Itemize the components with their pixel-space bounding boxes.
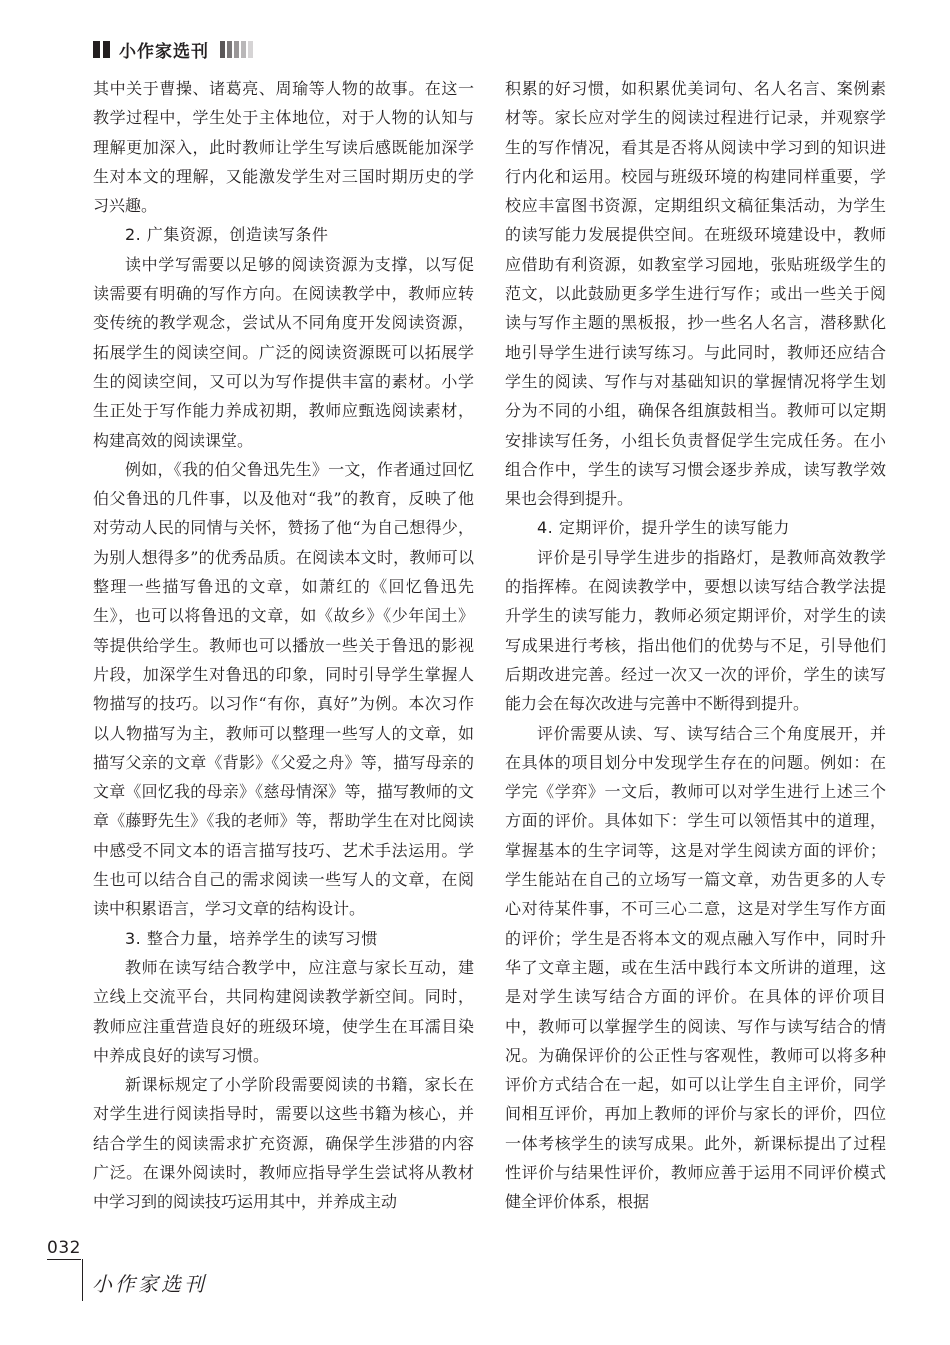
section-heading: 2. 广集资源，创造读写条件 [125,225,329,245]
footer-journal-logo: 小作家选刊 [92,1272,207,1296]
body-paragraph: 读中学写需要以足够的阅读资源为支撑，以写促读需要有明确的写作方向。在阅读教学中，教师应转变传统的教学观念，尝试从不同角度开发阅读资源，拓展学生的阅读空间。广泛的阅读资源既可以拓展学生的阅读空间，又可以为写作提供丰富的素材。小学生正处于写作能力养成初期，教师应甄选阅读素材，构建高效的阅读课堂。 [93,254,474,450]
left-column [93,74,474,1217]
page-number: 032 [47,1238,81,1258]
page-header [93,36,253,62]
header-bars-right [220,41,253,58]
section-heading: 4. 定期评价，提升学生的读写能力 [537,518,790,538]
section-heading: 3. 整合力量，培养学生的读写习惯 [125,928,378,948]
header-bars-left [93,41,110,58]
body-paragraph: 例如，《我的伯父鲁迅先生》一文，作者通过回忆伯父鲁迅的几件事，以及他对“我”的教育，反映了他对劳动人民的同情与关怀，赞扬了他“为自己想得少，为别人想得多”的优秀品质。在阅读本文时，教师可以整理一些描写鲁迅的文章，如萧红的《回忆鲁迅先生》，也可以将鲁迅的文章，如《故乡》《少年闰土》等提供给学生。教师也可以播放一些关于鲁迅的影视片段，加深学生对鲁迅的印象，同时引导学生掌握人物描写的技巧。以习作“有你，真好”为例。本次习作以人物描写为主，教师可以整理一些写人的文章，如描写父亲的文章《背影》《父爱之舟》等，描写母亲的文章《回忆我的母亲》《慈母情深》等，描写教师的文章《藤野先生》《我的老师》等，帮助学生在对比阅读中感受不同文本的语言描写技巧、艺术手法运用。学生也可以结合自己的需求阅读一些写人的文章，在阅读中积累语言，学习文章的结构设计。 [93,459,474,919]
body-paragraph: 评价是引导学生进步的指路灯，是教师高效教学的指挥棒。在阅读教学中，要想以读写结合教学法提升学生的读写能力，教师必须定期评价，对学生的读写成果进行考核，指出他们的优势与不足，引导他们后期改进完善。经过一次又一次的评价，学生的读写能力会在每次改进与完善中不断得到提升。 [505,547,886,714]
body-paragraph: 评价需要从读、写、读写结合三个角度展开，并在具体的项目划分中发现学生存在的问题。例如：在学完《学弈》一文后，教师可以对学生进行上述三个方面的评价。具体如下：学生可以领悟其中的道理，掌握基本的生字词等，这是对学生阅读方面的评价；学生能站在自己的立场写一篇文章，劝告更多的人专心对待某件事，不可三心二意，这是对学生写作方面的评价；学生是否将本文的观点融入写作中，同时升华了文章主题，或在生活中践行本文所讲的道理，这是对学生读写结合方面的评价。在具体的评价项目中，教师可以掌握学生的阅读、写作与读写结合的情况。为确保评价的公正性与客观性，教师可以将多种评价方式结合在一起，如可以让学生自主评价，同学间相互评价，再加上教师的评价与家长的评价，四位一体考核学生的读写成果。此外，新课标提出了过程性评价与结果性评价，教师应善于运用不同评价模式健全评价体系，根据 [505,723,886,1212]
body-paragraph: 其中关于曹操、诸葛亮、周瑜等人物的故事。在这一教学过程中，学生处于主体地位，对于人物的认知与理解更加深入，此时教师让学生写读后感既能加深学生对本文的理解，又能激发学生对三国时期历史的学习兴趣。 [93,79,474,216]
footer-divider [82,1259,83,1301]
body-paragraph: 教师在读写结合教学中，应注意与家长互动，建立线上交流平台，共同构建阅读教学新空间。同时，教师应注重营造良好的班级环境，使学生在耳濡目染中养成良好的读写习惯。 [93,957,474,1065]
right-column [505,74,886,1217]
footer-rule [47,1259,81,1260]
body-paragraph: 积累的好习惯，如积累优美词句、名人名言、案例素材等。家长应对学生的阅读过程进行记录，并观察学生的写作情况，看其是否将从阅读中学习到的知识进行内化和运用。校园与班级环境的构建同样重要，学校应丰富图书资源，定期组织文稿征集活动，为学生的读写能力发展提供空间。在班级环境建设中，教师应借助有利资源，如教室学习园地，张贴班级学生的范文，以此鼓励更多学生进行写作；或出一些关于阅读与写作主题的黑板报，抄一些名人名言，潜移默化地引导学生进行读写练习。与此同时，教师还应结合学生的阅读、写作与对基础知识的掌握情况将学生划分为不同的小组，确保各组旗鼓相当。教师可以定期安排读写任务，小组长负责督促学生完成任务。在小组合作中，学生的读写习惯会逐步养成，读写教学效果也会得到提升。 [505,79,886,509]
journal-title: 小作家选刊 [119,41,209,62]
body-paragraph: 新课标规定了小学阶段需要阅读的书籍，家长在对学生进行阅读指导时，需要以这些书籍为核心，并结合学生的阅读需求扩充资源，确保学生涉猎的内容广泛。在课外阅读时，教师应指导学生尝试将从教材中学习到的阅读技巧运用其中，并养成主动 [93,1075,474,1212]
